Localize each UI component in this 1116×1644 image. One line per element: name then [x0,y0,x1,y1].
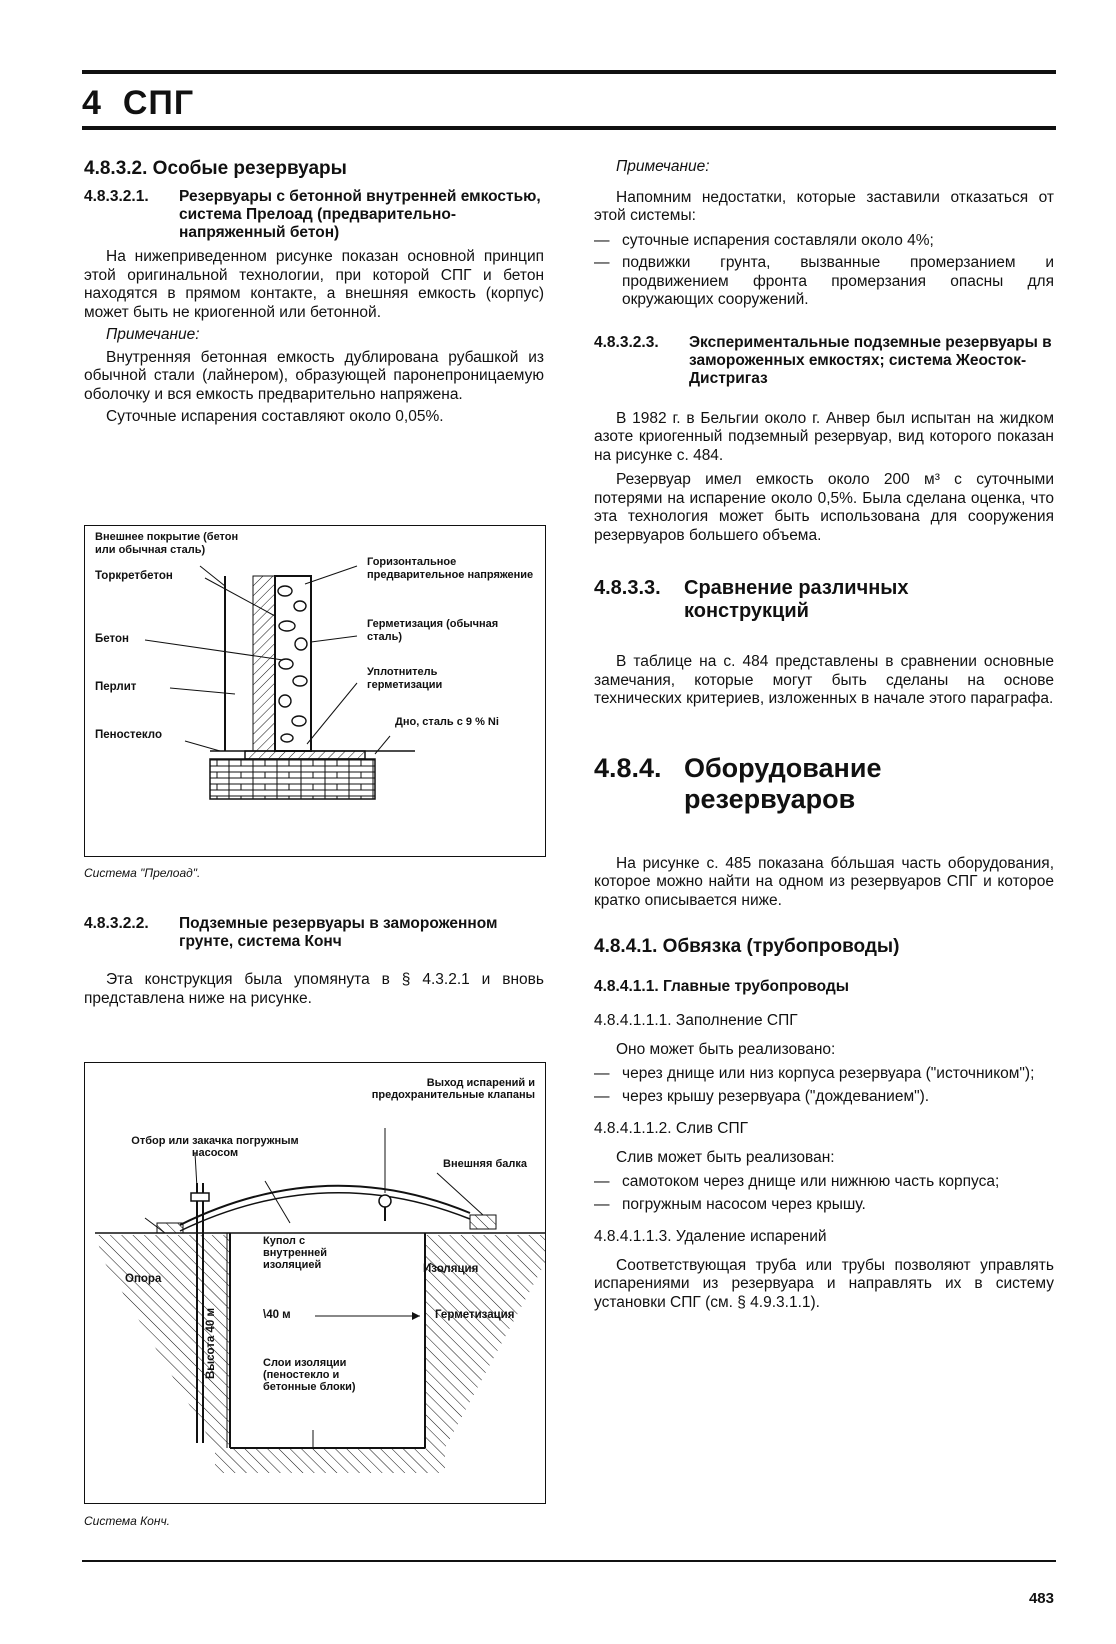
label-bottom-steel: Дно, сталь с 9 % Ni [395,716,499,728]
page-number: 483 [1028,1590,1054,1607]
paragraph: В таблице на с. 484 представлены в сравнении основные замечания, которые могут быть сделаны на основе технических критериев, изложенных в начале этого параграфа. [594,653,1054,707]
figure-caption: Система Конч. [84,1514,171,1528]
list-item: — через крышу резервуара ("дождеванием"). [594,1087,930,1105]
label-horizontal-prestress: Горизонтальное предварительное напряжение [367,556,534,581]
paragraph: Резервуар имел емкость около 200 м³ с суточными потерями на испарение около 0,5%. Была сделана оценка, что эта технология может быть использована для сооружения резервуаров большего объема. [594,471,1054,544]
label-pump: Отбор или закачка погружным насосом [131,1135,299,1159]
label-seal-compound: Уплотнитель герметизации [367,666,443,691]
label-perlit: Перлит [95,681,137,693]
chapter-number: 4 [82,84,102,122]
label-penosteklo: Пеностекло [95,729,162,741]
section-heading-4841: 4.8.4.1. Обвязка (трубопроводы) [594,936,900,957]
label-outer-coating: Внешнее покрытие (бетон или обычная сталь) [95,531,239,556]
label-dome: Купол с внутренней изоляцией [263,1235,328,1271]
heading-title: Сравнение различных конструкций [684,577,909,622]
label-beton: Бетон [95,633,129,645]
label-vapor-outlet: Выход испарений и предохранительные клапаны [371,1077,535,1101]
label-torkret: Торкретбетон [95,570,173,582]
note-label: Примечание: [106,326,200,343]
top-rule [82,70,1056,74]
left-column-top [84,158,544,427]
label-support: Опора [125,1273,162,1285]
section-heading-48323 [594,334,1054,388]
section-heading-48411: 4.8.4.1.1. Главные трубопроводы [594,978,849,995]
subsection-heading-484113: 4.8.4.1.1.3. Удаление испарений [594,1228,827,1245]
heading-number: 4.8.3.2.1. [84,188,149,205]
heading-number: 4.8.4. [594,752,662,783]
chapter-heading [82,84,194,123]
label-sealing: Герметизация (обычная сталь) [367,618,499,643]
list-item: — подвижки грунта, вызванные промерзанием и продвижением фронта промерзания опасны для окружающих сооружений. [594,254,1054,308]
section-heading-484 [594,753,1054,815]
header-rule [82,126,1056,130]
figure-preload [84,525,546,857]
paragraph: В 1982 г. в Бельгии около г. Анвер был испытан на жидком азоте криогенный подземный резервуар, вид которого показан на рисунке с. 484. [594,409,1054,464]
paragraph: Оно может быть реализовано: [616,1040,836,1058]
label-insulation-layers: Слои изоляции (пеностекло и бетонные блоки) [263,1357,356,1393]
heading-title: Оборудование резервуаров [684,752,882,814]
subsection-heading-484112: 4.8.4.1.1.2. Слив СПГ [594,1120,749,1137]
figure-caption: Система "Прелоад". [84,866,201,880]
label-sealing: Герметизация [435,1309,515,1321]
heading-number: 4.8.3.3. [594,577,661,599]
list-item: — суточные испарения составляли около 4%; [594,231,934,249]
list-item: — погружным насосом через крышу. [594,1195,866,1213]
left-column-middle [84,915,544,1008]
heading-number: 4.8.3.2.2. [84,915,149,932]
paragraph: Суточные испарения составляют около 0,05%. [106,408,444,425]
list-item: — самотоком через днище или нижнюю часть корпуса; [594,1173,1000,1190]
footer-rule [82,1560,1056,1562]
section-heading-48322 [84,915,544,951]
section-heading-4832: 4.8.3.2. Особые резервуары [84,158,347,179]
paragraph: Внутренняя бетонная емкость дублирована рубашкой из обычной стали (лайнером), образующей паронепроницаемую оболочку и вся емкость предварительно напряжена. [84,348,544,403]
heading-title: Подземные резервуары в замороженном грунте, система Конч [179,915,498,950]
right-column [594,158,1054,1312]
note-label: Примечание: [616,158,710,175]
figure-konch [84,1062,546,1504]
list-item: — через днище или низ корпуса резервуара ("источником"); [594,1065,1035,1082]
label-outer-beam: Внешняя балка [443,1158,527,1170]
section-heading-4833 [594,577,1054,623]
section-heading-48321 [84,188,544,242]
paragraph: Соответствующая труба или трубы позволяют управлять испарениями из резервуара и направлять их в систему установки СПГ (см. § 4.9.3.1.1). [594,1256,1054,1311]
subsection-heading-484111: 4.8.4.1.1.1. Заполнение СПГ [594,1012,798,1029]
heading-number: 4.8.3.2.3. [594,333,659,351]
chapter-title: СПГ [122,84,195,122]
label-diameter: \40 м [263,1309,291,1321]
heading-title: Резервуары с бетонной внутренней емкостью, система Прелоад (предварительно-напряженный бетон) [179,188,541,241]
label-insulation: Изоляция [423,1263,479,1275]
heading-title: Экспериментальные подземные резервуары в замороженных емкостях; система Жеосток-Дистригаз [689,333,1052,387]
paragraph: На рисунке с. 485 показана бóльшая часть оборудования, которое можно найти на одном из резервуаров СПГ и которое кратко описывается ниже. [594,854,1054,909]
paragraph: Эта конструкция была упомянута в § 4.3.2.1 и вновь представлена ниже на рисунке. [84,971,544,1007]
label-height: Высота 40 м [205,1308,217,1379]
paragraph: Напомним недостатки, которые заставили отказаться от этой системы: [594,188,1054,224]
paragraph: Слив может быть реализован: [616,1148,835,1166]
paragraph: На нижеприведенном рисунке показан основной принцип этой оригинальной технологии, при которой СПГ и бетон находятся в прямом контакте, а внешняя емкость (корпус) может быть не криогенной или бетонной. [84,248,544,321]
